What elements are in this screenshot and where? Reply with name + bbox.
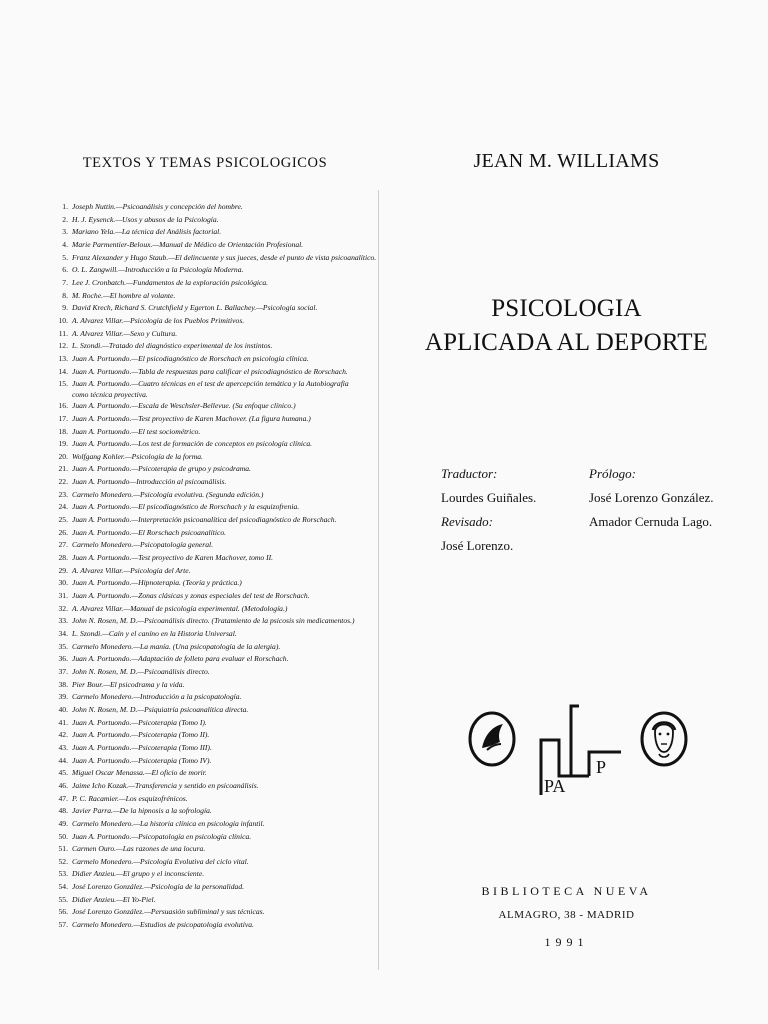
book-list-item [52,615,362,628]
book-list-item [52,214,362,227]
book-entry-text: Juan A. Portuondo.—Interpretación psicoanalítica del psicodiagnóstico de Rorschach. [72,515,337,525]
book-list-item [52,463,362,476]
book-entry-text: A. Alvarez Villar.—Psicología de los Pueblos Primitivos. [72,315,245,325]
book-number: 19. [58,439,68,449]
prologue-role: Prólogo: [589,466,636,481]
book-entry-text: H. J. Eysenck.—Usos y abusos de la Psicología. [72,214,219,224]
book-entry-text: Juan A. Portuondo.—El psicodiagnóstico de Rorschach y la esquizofrenia. [72,502,300,512]
book-entry-text: Franz Alexander y Hugo Staub.—El delincuente y sus jueces, desde el punto de vista psicoanalítico. [72,252,377,262]
book-number: 12. [58,341,68,351]
credits-prologue [589,462,714,534]
book-list-item [52,378,362,400]
author-name: JEAN M. WILLIAMS [473,150,660,172]
book-list-item [52,438,362,451]
book-number: 45. [58,768,68,778]
book-number: 24. [58,502,68,512]
book-entry-text: Javier Parra.—De la hipnosis a la sofrología. [72,806,212,816]
book-number: 17. [58,413,68,423]
prologue-name-1: José Lorenzo González. [589,490,714,505]
book-list-item [52,919,362,932]
book-number: 26. [58,527,68,537]
book-entry-text: Carmelo Monedero.—Introducción a la psicopatología. [72,692,242,702]
book-number: 31. [58,591,68,601]
publisher-name: BIBLIOTECA NUEVA [481,884,652,898]
book-number: 37. [58,666,68,676]
book-number: 52. [58,856,68,866]
book-list-item [52,353,362,366]
book-number: 42. [58,730,68,740]
book-entry-text: Juan A. Portuondo.—Psicoterapia (Tomo IV). [72,755,212,765]
publisher-logos [467,700,692,800]
book-list-item [52,653,362,666]
book-number: 4. [62,239,68,249]
book-list-item [52,603,362,616]
book-list-item [52,780,362,793]
book-number: 6. [62,265,68,275]
book-list-item [52,641,362,654]
book-list-item [52,366,362,379]
book-number: 50. [58,831,68,841]
book-list-item [52,755,362,768]
book-number: 55. [58,894,68,904]
book-entry-text: Mariano Yela.—La técnica del Análisis factorial. [72,227,222,237]
book-number: 54. [58,882,68,892]
book-number: 35. [58,641,68,651]
book-list-item [52,340,362,353]
book-entry-text: Wolfgang Kohler.—Psicología de la forma. [72,451,203,461]
book-list-item [52,793,362,806]
book-list-item [52,565,362,578]
book-number: 18. [58,426,68,436]
book-list-item [52,679,362,692]
book-entry-text: Juan A. Portuondo—Introducción al psicoanálisis. [72,477,227,487]
book-entry-text: Juan A. Portuondo.—Psicoterapia (Tomo III). [72,742,212,752]
book-entry-text: José Lorenzo González.—Persuasión subliminal y sus técnicas. [72,907,265,917]
book-number: 5. [62,252,68,262]
book-number: 36. [58,654,68,664]
book-entry-text: Pier Bour.—El psicodrama y la vida. [72,679,185,689]
book-number: 1. [62,202,68,211]
book-list-item [52,539,362,552]
book-entry-text: Miguel Oscar Menassa.—El oficio de morir. [72,768,207,778]
book-entry-text: Juan A. Portuondo.—El psicodiagnóstico de Rorschach en psicología clínica. [72,353,309,363]
book-entry-text: John N. Rosen, M. D.—Psicoanálisis directo. [72,666,210,676]
book-list-item [52,906,362,919]
book-entry-text: Juan A. Portuondo.—Los test de formación de conceptos en psicología clínica. [72,439,313,449]
book-entry-text: M. Roche.—El hombre al volante. [72,290,176,300]
book-list-item [52,201,362,214]
reviewer-name: José Lorenzo. [441,538,514,553]
publication-year: 1991 [544,935,589,949]
book-entry-text: L. Szondi.—Tratado del diagnóstico experimental de los instintos. [72,341,273,351]
book-entry-text: Juan A. Portuondo.—Psicopatología en psicología clínica. [72,831,252,841]
book-entry-text: Didier Anzieu.—El grupo y el inconsciente. [72,869,205,879]
reviewer-role: Revisado: [441,514,493,529]
book-entry-text: John N. Rosen, M. D.—Psicoanálisis directo. (Tratamiento de la psicosis sin medicamentos.) [72,616,355,626]
book-list-item [52,239,362,252]
book-number: 44. [58,755,68,765]
book-number: 57. [58,920,68,930]
book-entry-text: Juan A. Portuondo.—Hipnoterapia. (Teoría y práctica.) [72,578,242,588]
book-number: 14. [58,366,68,376]
book-number: 2. [62,214,68,224]
book-number: 7. [62,277,68,287]
book-number: 33. [58,616,68,626]
book-number: 28. [58,553,68,563]
face-medallion-icon [639,710,689,768]
book-number: 20. [58,451,68,461]
book-list-item [52,704,362,717]
book-entry-text: Carmen Ouro.—Las razones de una locura. [72,844,206,854]
book-number: 13. [58,353,68,363]
book-title [379,292,754,360]
book-list-item [52,818,362,831]
book-number: 11. [58,328,68,338]
book-list-item [52,691,362,704]
book-entry-text: Juan A. Portuondo.—Adaptación de folleto para evaluar el Rorschach. [72,654,289,664]
book-list-item [52,577,362,590]
book-entry-text: P. C. Racamier.—Los esquizofrénicos. [72,793,188,803]
translator-name: Lourdes Guiñales. [441,490,537,505]
book-list-item [52,264,362,277]
book-list-item [52,767,362,780]
book-entry-text: Juan A. Portuondo.—Test proyectivo de Karen Machover, tomo II. [72,553,274,563]
book-list-item [52,400,362,413]
logo-letters-pa: PA [544,776,566,796]
book-list-item [52,729,362,742]
book-number: 46. [58,780,68,790]
prologue-name-2: Amador Cernuda Lago. [589,514,713,529]
book-entry-text: A. Alvarez Villar.—Manual de psicología experimental. (Metodología.) [72,603,288,613]
book-list-item [52,843,362,856]
book-entry-text: Joseph Nuttin.—Psicoanálisis y concepción del hombre. [72,202,243,211]
book-number: 48. [58,806,68,816]
book-entry-text: Carmelo Monedero.—Psicología Evolutiva del ciclo vital. [72,856,249,866]
book-entry-text: Carmelo Monedero.—La manía. (Una psicopatología de la alergia). [72,641,281,651]
publisher-address: ALMAGRO, 38 - MADRID [498,909,635,921]
book-entry-text: Marie Parmentier-Beloux.—Manual de Médico de Orientación Profesional. [72,239,304,249]
right-page [379,0,768,1024]
book-entry-text: Juan A. Portuondo.—El Rorschach psicoanalítico. [72,527,227,537]
book-number: 21. [58,464,68,474]
book-list-item [52,831,362,844]
book-number: 10. [58,315,68,325]
book-list-item [52,868,362,881]
book-number: 30. [58,578,68,588]
book-number: 49. [58,818,68,828]
book-number: 8. [62,290,68,300]
book-title-line2: APLICADA AL DEPORTE [424,329,709,356]
left-page [0,0,378,1024]
book-list-item [52,413,362,426]
book-entry-text: Juan A. Portuondo.—El test sociométrico. [72,426,201,436]
book-entry-text: L. Szondi.—Caín y el caníno en la Historia Universal. [72,629,237,638]
book-number: 23. [58,489,68,499]
book-entry-text: José Lorenzo González.—Psicología de la personalidad. [72,882,245,892]
book-list-item [52,514,362,527]
book-number: 22. [58,477,68,487]
book-entry-text: Didier Anzieu.—El Yo-Piel. [72,894,156,904]
book-list-item [52,302,362,315]
publisher-monogram-icon [531,700,631,800]
translator-role: Traductor: [441,466,498,481]
book-number: 51. [58,844,68,854]
book-number: 38. [58,679,68,689]
book-list-item [52,226,362,239]
book-list-item [52,894,362,907]
book-list-item [52,881,362,894]
book-entry-text: David Krech, Richard S. Crutchfield y Egerton L. Ballachey.—Psicología social. [72,303,318,313]
book-number: 41. [58,717,68,727]
book-number: 32. [58,603,68,613]
book-list-item [52,856,362,869]
book-entry-text: Juan A. Portuondo.—Escala de Weschsler-Bellevue. (Su enfoque clínico.) [72,401,296,411]
book-list-item [52,328,362,341]
book-entry-text: John N. Rosen, M. D.—Psiquiatría psicoanalítica directa. [72,704,249,714]
book-list-item [52,717,362,730]
book-entry-text: Carmelo Monedero.—La historia clínica en psicología infantil. [72,818,265,828]
book-list-item [52,552,362,565]
book-entry-text: Lee J. Cronbatch.—Fundamentos de la exploración psicológica. [72,277,269,287]
book-number: 56. [58,907,68,917]
book-list-item [52,476,362,489]
book-number: 39. [58,692,68,702]
book-list-item [52,315,362,328]
book-entry-text: A. Alvarez Villar.—Sexo y Cultura. [72,328,178,338]
book-number: 40. [58,704,68,714]
book-entry-text: Carmelo Monedero.—Psicopatología general. [72,540,214,550]
book-list-item [52,489,362,502]
book-title-line1: PSICOLOGIA [491,295,642,322]
book-list-item [52,628,362,641]
book-list-item [52,451,362,464]
book-list-item [52,527,362,540]
book-entry-text: Juan A. Portuondo.—Test proyectivo de Karen Machover. (La figura humana.) [72,413,311,423]
book-entry-text: Juan A. Portuondo.—Psicoterapia (Tomo I). [72,717,207,727]
series-title: TEXTOS Y TEMAS PSICOLOGICOS [82,155,328,171]
book-number: 9. [62,303,68,313]
book-entry-text: Carmelo Monedero.—Psicología evolutiva. (Segunda edición.) [72,489,264,499]
book-list-item [52,426,362,439]
book-number: 53. [58,869,68,879]
book-entry-text: Jaime Icho Kozak.—Transferencia y sentido en psicoanálisis. [72,780,259,790]
book-number: 43. [58,742,68,752]
book-entry-text: A. Alvarez Villar.—Psicología del Arte. [72,565,191,575]
book-number: 25. [58,515,68,525]
book-entry-text: O. L. Zangwill.—Introducción a la Psicología Moderna. [72,265,244,275]
book-list-item [52,252,377,265]
book-number: 3. [62,227,68,237]
book-number: 15. [58,379,68,389]
bird-medallion-icon [467,710,517,768]
book-list-item [52,805,362,818]
book-list-item [52,666,362,679]
logo-letter-p: P [596,757,607,777]
book-entry-text: Juan A. Portuondo.—Zonas clásicas y zonas especiales del test de Rorschach. [72,591,310,601]
book-number: 16. [58,401,68,411]
book-entry-text: Juan A. Portuondo.—Cuatro técnicas en el test de apercepción temática y la Autobiografía como técnica proyectiva. [72,379,349,400]
book-number: 34. [58,629,68,638]
book-number: 47. [58,793,68,803]
credits-translation [441,462,536,558]
book-list-item [52,590,362,603]
book-list-item [52,742,362,755]
book-list-item [52,277,362,290]
book-entry-text: Juan A. Portuondo.—Tabla de respuestas para calificar el psicodiagnóstico de Rorschach. [72,366,348,376]
book-number: 27. [58,540,68,550]
book-entry-text: Carmelo Monedero.—Estudios de psicopatología evolutiva. [72,920,254,930]
book-list [52,201,377,932]
book-list-item [52,501,362,514]
book-entry-text: Juan A. Portuondo.—Psicoterapia (Tomo II). [72,730,210,740]
book-entry-text: Juan A. Portuondo.—Psicoterapia de grupo y psicodrama. [72,464,251,474]
book-number: 29. [58,565,68,575]
book-list-item [52,290,362,303]
